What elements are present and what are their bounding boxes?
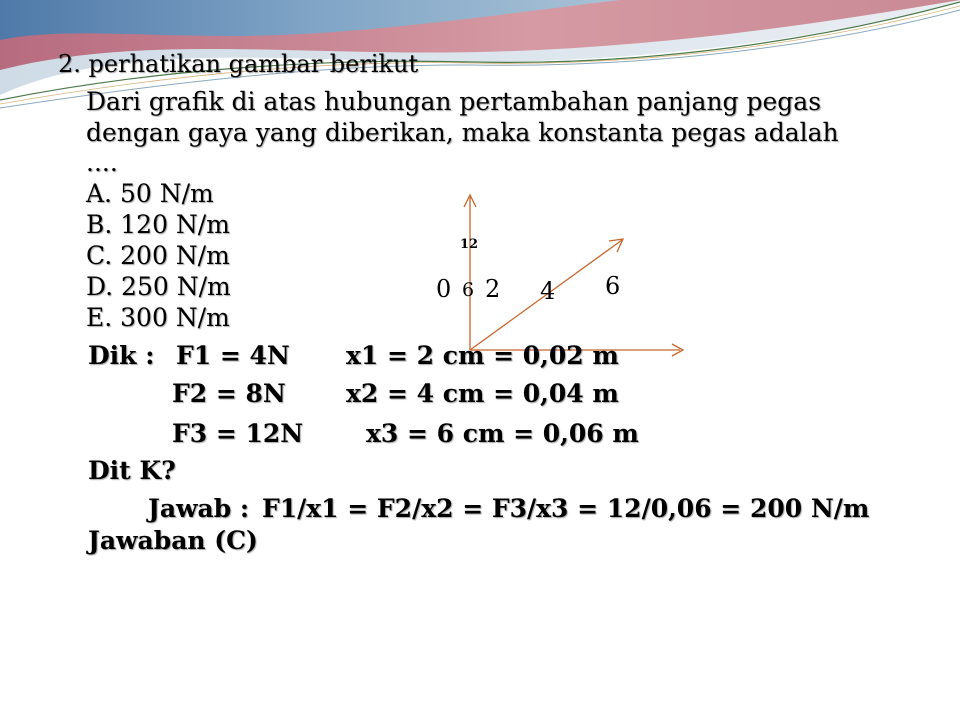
x3-value: x3 = 6 cm = 0,06 m (366, 419, 639, 448)
f3-value: F3 = 12N (172, 419, 304, 448)
f2-value: F2 = 8N (172, 379, 286, 408)
dik-label: Dik : (88, 341, 155, 370)
heading: 2. perhatikan gambar berikut (58, 50, 419, 78)
graph-x-label-4: 6 (605, 272, 621, 300)
graph-x-label-2: 2 (485, 275, 501, 303)
option-d: D. 250 N/m (86, 272, 231, 301)
question-line-1: Dari grafik di atas hubungan pertambahan panjang pegas (86, 87, 822, 116)
x2-value: x2 = 4 cm = 0,04 m (346, 379, 619, 408)
jawab-label: Jawab : (148, 494, 250, 523)
graph-x-label-0: 0 (436, 275, 452, 303)
graph-x-label-1: 6 (462, 279, 475, 301)
jawab-formula: F1/x1 = F2/x2 = F3/x3 = 12/0,06 = 200 N/m (262, 494, 870, 523)
dit-label: Dit K? (88, 456, 176, 485)
option-a: A. 50 N/m (86, 179, 214, 208)
graph-x-label-3: 4 (540, 277, 556, 305)
x1-value: x1 = 2 cm = 0,02 m (346, 341, 619, 370)
option-e: E. 300 N/m (86, 303, 230, 332)
option-c: C. 200 N/m (86, 241, 230, 270)
option-b: B. 120 N/m (86, 210, 230, 239)
question-line-3: .... (86, 148, 118, 177)
f1-value: F1 = 4N (176, 341, 290, 370)
jawaban-final: Jawaban (C) (88, 526, 258, 555)
graph-y-label: 12 (460, 237, 479, 252)
question-line-2: dengan gaya yang diberikan, maka konstanta pegas adalah (86, 118, 839, 147)
